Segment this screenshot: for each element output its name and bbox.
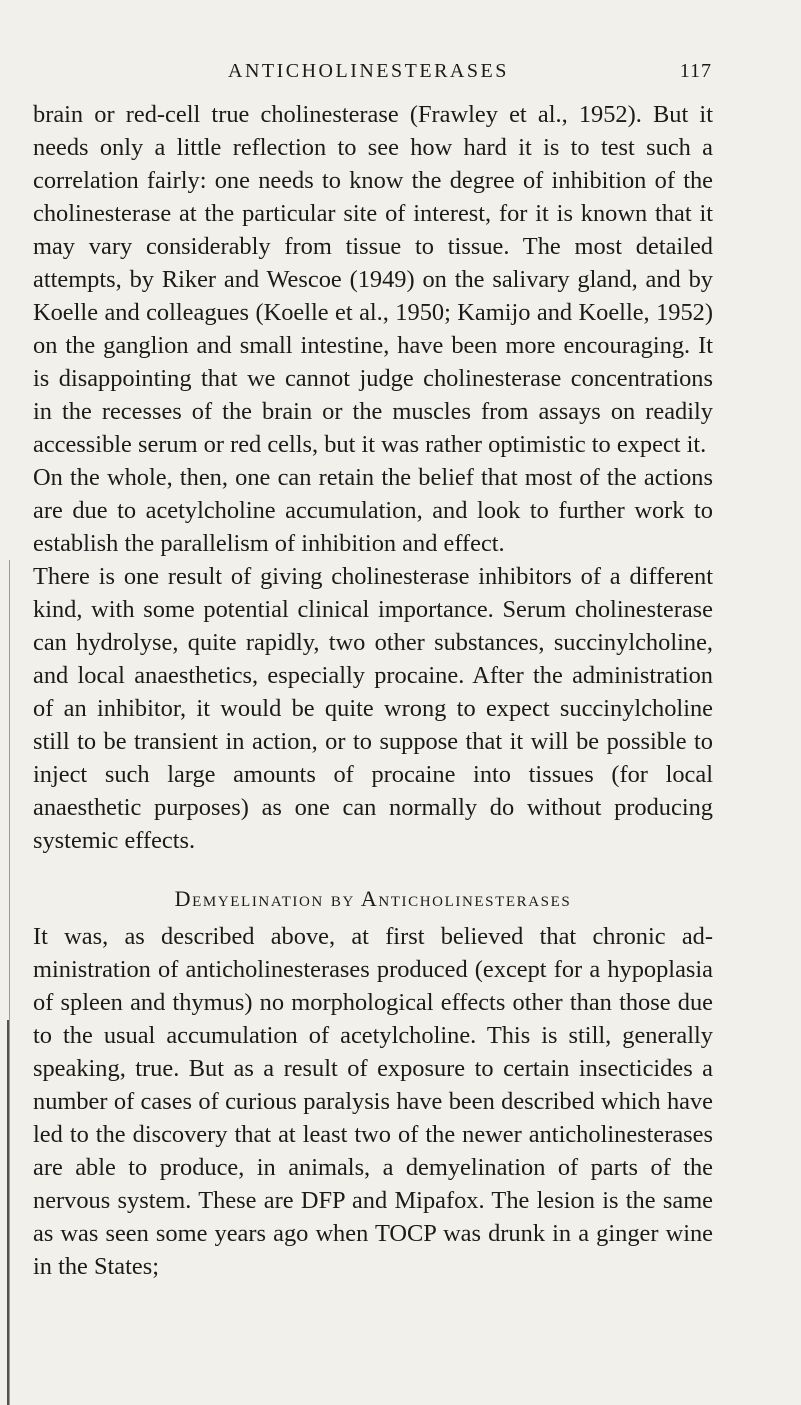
page-gutter-shadow (9, 560, 10, 1405)
page-number: 117 (679, 60, 712, 82)
running-head: ANTICHOLINESTERASES (228, 60, 509, 82)
paragraph-2: On the whole, then, one can retain the belief that most of the actions are due to acetylcholine accumulation, and look to further work to establish the parallelism of inhibition and effect. (33, 464, 713, 557)
page-header (228, 60, 712, 90)
section-heading: Demyelination by Anticholinesterases (174, 886, 572, 911)
page-gutter-edge (7, 1020, 9, 1405)
paragraph-1: brain or red-cell true cholinesterase (Frawley et al., 1952). But it needs only a little reflection to see how hard it is to test such a correlation fairly: one needs to know the degree of inhibition of the cholinesterase at the particular site of interest, for it is known that it may vary considerably from tissue to tissue. The most detailed attempts, by Riker and Wescoe (1949) on the salivary gland, and by Koelle and colleagues (Koelle et al., 1950; Kamijo and Koelle, 1952) on the ganglion and small intestine, have been more encouraging. It is disappointing that we cannot judge cholinesterase concentrations in the recesses of the brain or the muscles from assays on readily accessible serum or red cells, but it was rather optimistic to expect it. (33, 101, 713, 458)
section-paragraph: It was, as described above, at first believed that chronic administration of anticholinesterases produced (except for a hypoplasia of spleen and thymus) no morphological effects other than those due to the usual accumulation of acetylcholine. This is still, generally speaking, true. But as a result of exposure to certain insecticides a number of cases of curious paralysis have been described which have led to the discovery that at least two of the newer anticholinesterases are able to produce, in animals, a demyelination of parts of the nervous system. These are DFP and Mipafox. The lesion is the same as was seen some years ago when TOCP was drunk in a ginger wine in the States; (33, 923, 713, 1280)
body-text (33, 98, 713, 1283)
paragraph-3: There is one result of giving cholinesterase inhibitors of a different kind, with some potential clinical importance. Serum cholinesterase can hydrolyse, quite rapidly, two other substances, succinylcholine, and local anaesthetics, especially procaine. After the administration of an inhibitor, it would be quite wrong to expect succinylcholine still to be transient in action, or to suppose that it will be possible to inject such large amounts of procaine into tissues (for local anaesthetic purposes) as one can normally do without producing systemic effects. (33, 563, 713, 854)
